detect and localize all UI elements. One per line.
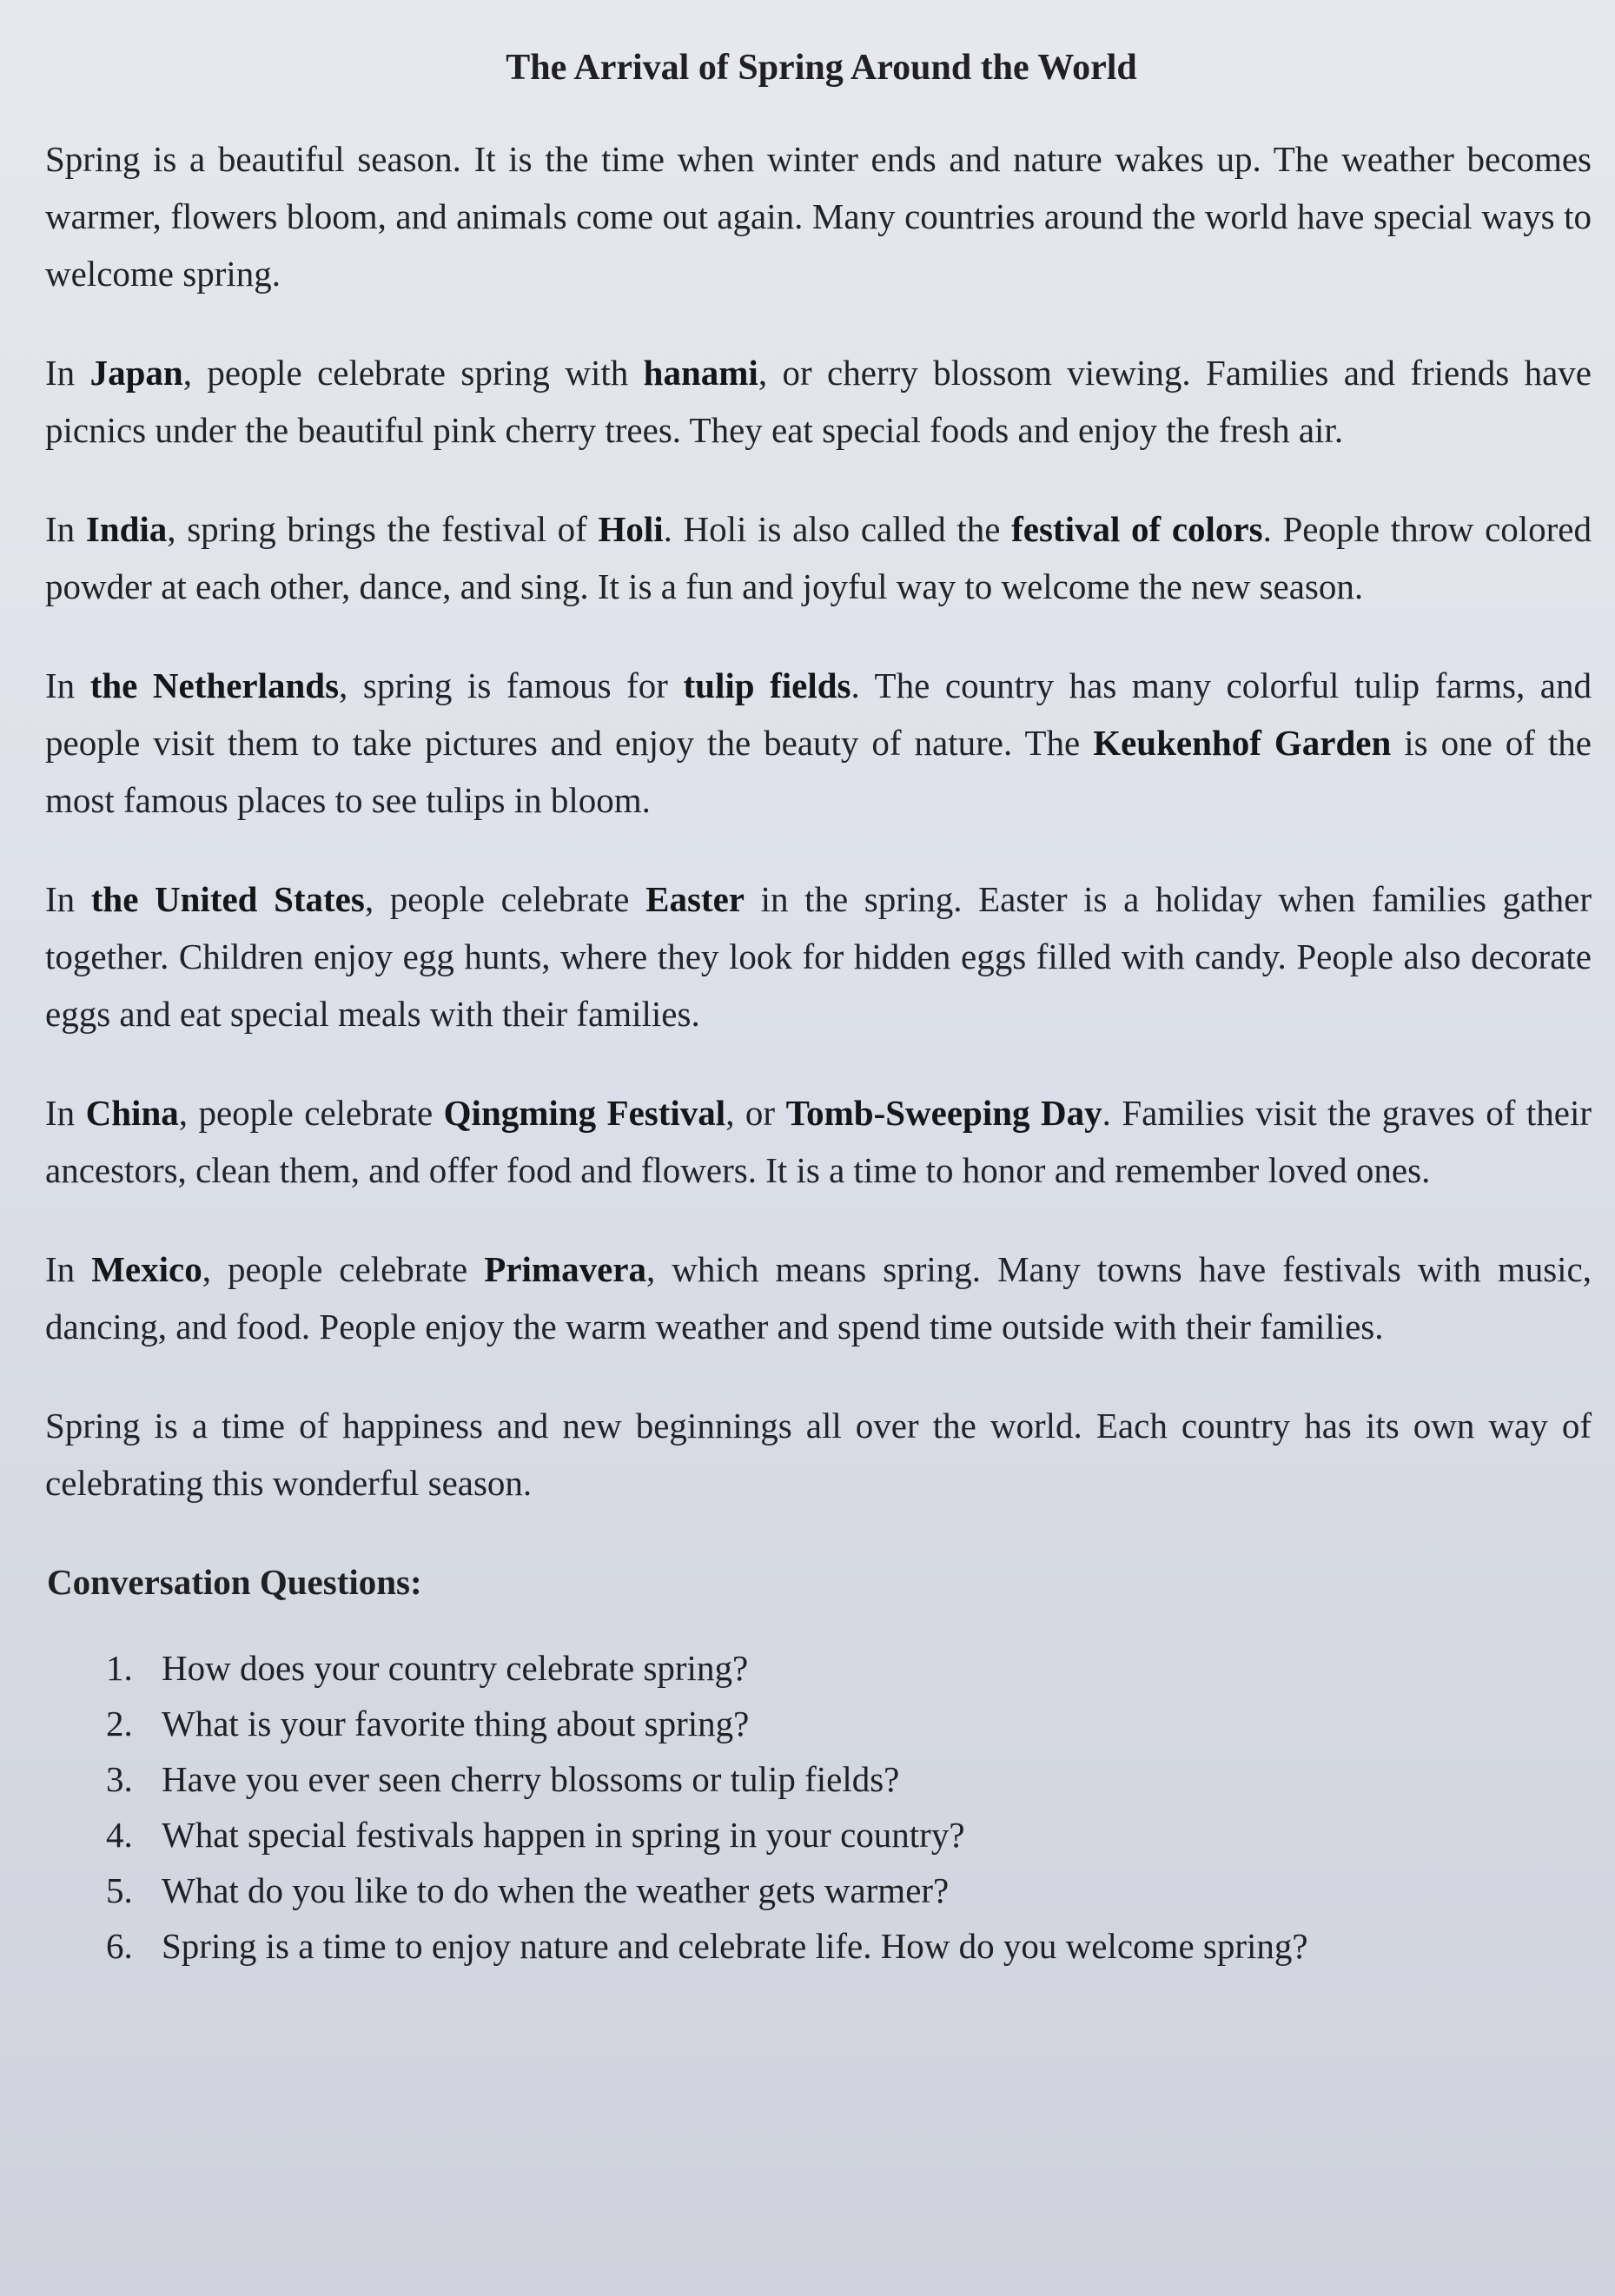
question-item xyxy=(106,1640,1589,1696)
paragraph-text: In xyxy=(45,509,86,549)
body-paragraph xyxy=(45,1241,1592,1355)
paragraph-text: In xyxy=(45,879,91,919)
question-text: What do you like to do when the weather gets warmer? xyxy=(162,1870,950,1910)
bold-term: Mexico xyxy=(91,1249,202,1289)
body-paragraph xyxy=(45,870,1592,1042)
bold-term: tulip fields xyxy=(683,665,851,705)
bold-term: festival of colors xyxy=(1011,509,1263,549)
question-item xyxy=(106,1751,1589,1807)
paragraph-text: In xyxy=(45,353,90,393)
paragraph-text: , people celebrate xyxy=(364,879,646,919)
bold-term: Japan xyxy=(89,353,183,393)
paragraph-text: , people celebrate xyxy=(202,1249,485,1289)
question-number: 4. xyxy=(106,1815,133,1855)
paragraph-text: . Families visit the graves of their ancestors, clean them, and offer food and flowers. It is a time to honor and remember loved ones. xyxy=(45,1093,1592,1190)
bold-term: Tomb-Sweeping Day xyxy=(785,1093,1102,1133)
body-paragraph xyxy=(45,500,1592,615)
question-text: Have you ever seen cherry blossoms or tulip fields? xyxy=(162,1759,900,1799)
question-number: 2. xyxy=(106,1704,133,1744)
question-item xyxy=(106,1918,1589,1974)
question-text: What special festivals happen in spring in your country? xyxy=(162,1815,965,1855)
body-paragraph xyxy=(45,657,1592,829)
bold-term: Keukenhof Garden xyxy=(1093,723,1392,763)
document-title: The Arrival of Spring Around the World xyxy=(506,48,1137,88)
question-number: 6. xyxy=(106,1926,133,1966)
question-item xyxy=(106,1863,1589,1918)
bold-term: hanami xyxy=(643,353,758,393)
question-text: How does your country celebrate spring? xyxy=(162,1648,749,1688)
paragraph-text: In xyxy=(45,1249,92,1289)
bold-term: Holi xyxy=(598,509,664,549)
paragraph-text: , people celebrate spring with xyxy=(182,353,644,393)
question-item xyxy=(106,1807,1589,1863)
question-number: 1. xyxy=(106,1648,133,1688)
bold-term: Easter xyxy=(645,879,745,919)
question-number: 3. xyxy=(106,1759,133,1799)
paragraph-text: . The country has many colorful tulip farms, and people visit them to take pictures and enjoy the beauty of nature. The xyxy=(45,665,1592,763)
paragraph-text: , or xyxy=(725,1093,786,1133)
paragraph-text: . People throw colored powder at each other, dance, and sing. It is a fun and joyful way to welcome the new season. xyxy=(45,509,1592,606)
body-paragraph xyxy=(45,130,1592,302)
paragraph-text: is one of the most famous places to see tulips in bloom. xyxy=(45,723,1592,820)
bold-term: the United States xyxy=(90,879,365,919)
question-number: 5. xyxy=(106,1870,133,1910)
body-paragraphs xyxy=(45,130,1592,1512)
bold-term: Qingming Festival xyxy=(443,1093,726,1133)
bold-term: China xyxy=(85,1093,179,1133)
body-paragraph xyxy=(45,1397,1592,1512)
paragraph-text: , spring brings the festival of xyxy=(167,509,599,549)
questions-heading: Conversation Questions: xyxy=(47,1562,422,1602)
paragraph-text: In xyxy=(45,665,90,705)
paragraph-text: in the spring. Easter is a holiday when families gather together. Children enjoy egg hunts, where they look for hidden eggs filled with candy. People also decorate eggs and eat special meals with their families. xyxy=(45,879,1592,1034)
bold-term: India xyxy=(85,509,168,549)
bold-term: Primavera xyxy=(484,1249,646,1289)
question-text: What is your favorite thing about spring? xyxy=(162,1704,750,1744)
paragraph-text: Spring is a time of happiness and new beginnings all over the world. Each country has its own way of celebrating this wonderful season. xyxy=(45,1406,1592,1503)
question-text: Spring is a time to enjoy nature and celebrate life. How do you welcome spring? xyxy=(162,1926,1308,1966)
paragraph-text: , spring is famous for xyxy=(339,665,684,705)
paragraph-text: , which means spring. Many towns have festivals with music, dancing, and food. People enjoy the warm weather and spend time outside with their families. xyxy=(45,1249,1592,1347)
body-paragraph xyxy=(45,1084,1592,1199)
paragraph-text: In xyxy=(45,1093,86,1133)
paragraph-text: . Holi is also called the xyxy=(663,509,1012,549)
paragraph-text: , people celebrate xyxy=(178,1093,444,1133)
paragraph-text: Spring is a beautiful season. It is the time when winter ends and nature wakes up. The weather becomes warmer, flowers bloom, and animals come out again. Many countries around the world have special ways to welcome spring. xyxy=(45,139,1592,294)
question-item xyxy=(106,1696,1589,1751)
bold-term: the Netherlands xyxy=(89,665,340,705)
body-paragraph xyxy=(45,344,1592,459)
paragraph-text: , or cherry blossom viewing. Families and friends have picnics under the beautiful pink cherry trees. They eat special foods and enjoy the fresh air. xyxy=(45,353,1592,450)
questions-list xyxy=(45,1640,1589,1974)
